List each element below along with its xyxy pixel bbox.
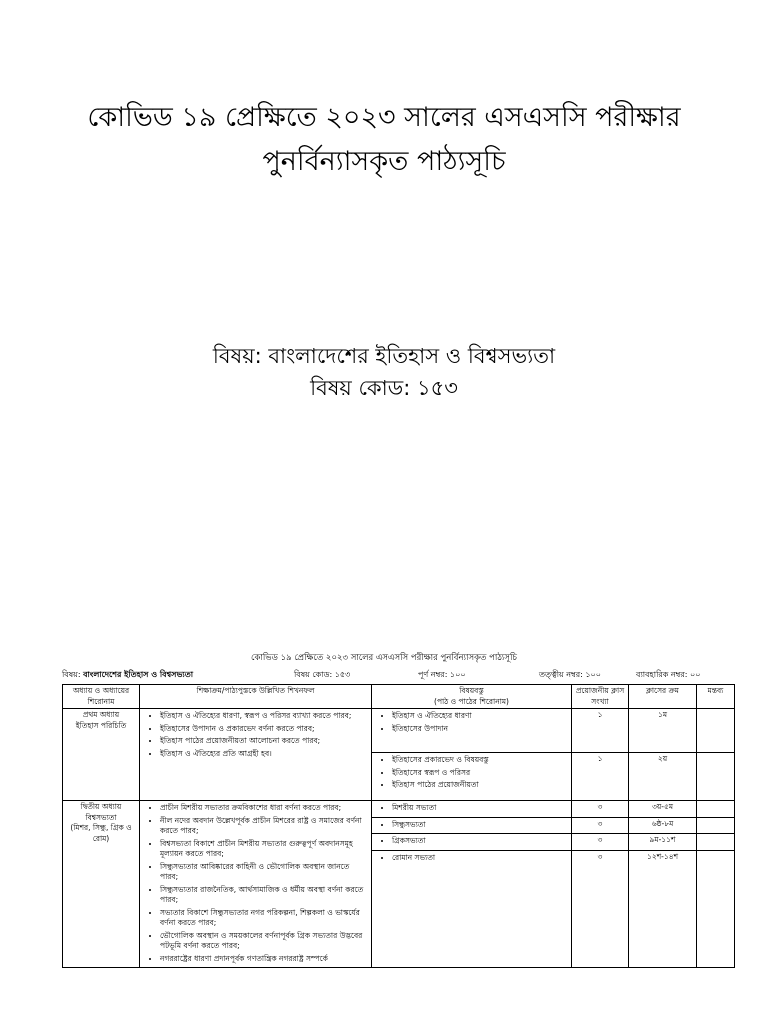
col-content-title: বিষয়বস্তু — [459, 686, 484, 695]
content-item: • ইতিহাস ও ঐতিহ্যের ধারণা — [392, 711, 569, 722]
content-cell — [372, 801, 572, 818]
chapter-title: বিশ্বসভ্যতা — [85, 812, 117, 822]
content-cell — [372, 834, 572, 851]
content-item: • রোমান সভ্যতা — [392, 853, 569, 864]
outcomes-cell — [140, 709, 372, 801]
order-cell: ৬ষ্ঠ-৮ম — [629, 817, 697, 834]
table-row — [63, 801, 735, 818]
outcome-item: • বিশ্বসভ্যতা বিকাশে প্রাচীন মিশরীয় সভ্যতার গুরুত্বপূর্ণ অবদানসমূহ মূল্যায়ন করতে পারব; — [160, 839, 369, 860]
title-line-2: পুনর্বিন্যাসকৃত পাঠ্যসূচি — [262, 146, 506, 177]
syllabus-meta — [62, 669, 734, 683]
outcome-item: • সিন্ধুসভ্যতার রাজনৈতিক, আর্থসামাজিক ও ধর্মীয় অবস্থা বর্ণনা করতে পারব; — [160, 885, 369, 906]
remarks-cell — [697, 709, 735, 753]
table-header-row — [63, 685, 735, 709]
remarks-cell — [697, 801, 735, 818]
content-item: • গ্রিকসভ্যতা — [392, 836, 569, 847]
table-row — [63, 709, 735, 753]
outcome-item: • ভৌগোলিক অবস্থান ও সময়কালের বর্ণনাপূর্বক গ্রিক সভ্যতার উদ্ভবের পটভূমি বর্ণনা করতে পারব; — [160, 931, 369, 952]
outcome-item: • সভ্যতার বিকাশে সিন্ধুসভ্যতার নগর পরিকল্পনা, শিল্পকলা ও ভাস্কর্যের বর্ণনা করতে পারব; — [160, 908, 369, 929]
content-cell — [372, 817, 572, 834]
meta-subject — [62, 669, 193, 682]
content-cell — [372, 850, 572, 968]
col-outcomes: শিক্ষাক্রম/পাঠ্যপুস্তকে উল্লিখিত শিখনফল — [140, 685, 372, 709]
outcome-item: • ইতিহাস ও ঐতিহ্যের ধারণা, স্বরূপ ও পরিসর ব্যাখ্যা করতে পারব; — [160, 711, 369, 722]
remarks-cell — [697, 753, 735, 801]
col-content-subtitle: (পাঠ ও পাঠের শিরোনাম) — [434, 696, 509, 706]
order-cell: ৯ম-১১শ — [629, 834, 697, 851]
col-content — [372, 685, 572, 709]
outcome-item: • ইতিহাস পাঠের প্রয়োজনীয়তা আলোচনা করতে পারব; — [160, 736, 369, 747]
outcome-item: • নীল নদের অবদান উল্লেখপূর্বক প্রাচীন মিশরের রাষ্ট্র ও সমাজের বর্ণনা করতে পারব; — [160, 816, 369, 837]
outcome-item: • ইতিহাস ও ঐতিহ্যের প্রতি আগ্রহী হব। — [160, 749, 369, 760]
chapter-title: ইতিহাস পরিচিতি — [75, 720, 127, 730]
chapter-number: প্রথম অধ্যায় — [82, 710, 120, 719]
meta-practical-marks: ব্যাবহারিক নম্বর: ০০ — [636, 670, 701, 679]
chapter-cell — [63, 801, 140, 968]
meta-full-marks: পূর্ণ নম্বর: ১০০ — [418, 670, 466, 679]
classes-cell: ৩ — [572, 817, 629, 834]
classes-cell: ৩ — [572, 834, 629, 851]
chapter-number: দ্বিতীয় অধ্যায় — [80, 802, 122, 811]
classes-cell: ৩ — [572, 850, 629, 968]
content-item: • ইতিহাসের প্রকারভেদ ও বিষয়বস্তু — [392, 755, 569, 766]
outcome-item: • ইতিহাসের উপাদান ও প্রকারভেদ বর্ণনা করতে পারব; — [160, 724, 369, 735]
document-title — [0, 96, 768, 184]
remarks-cell — [697, 817, 735, 834]
outcome-item: • নগররাষ্ট্রের ধারণা প্রদানপূর্বক গণতান্ত্রিক নগররাষ্ট্র সম্পর্কে — [160, 954, 369, 965]
outcome-item: • সিন্ধুসভ্যতার আবিষ্কারের কাহিনী ও ভৌগোলিক অবস্থান জানতে পারব; — [160, 862, 369, 883]
content-item: • ইতিহাসের স্বরূপ ও পরিসর — [392, 768, 569, 779]
content-item: • সিন্ধুসভ্যতা — [392, 820, 569, 831]
meta-subject-label: বিষয়: — [62, 670, 81, 679]
remarks-cell — [697, 834, 735, 851]
classes-cell: ১ — [572, 709, 629, 753]
chapter-subtitle: (মিশর, সিন্ধু, গ্রিক ও রোম) — [70, 823, 132, 843]
meta-code: বিষয় কোড: ১৫৩ — [294, 670, 351, 679]
syllabus-table — [62, 684, 735, 968]
order-cell: ১ম — [629, 709, 697, 753]
chapter-cell — [63, 709, 140, 801]
title-line-1: কোভিড ১৯ প্রেক্ষিতে ২০২৩ সালের এসএসসি পরীক্ষার — [87, 102, 681, 133]
order-cell: ২য় — [629, 753, 697, 801]
content-item: • ইতিহাস পাঠের প্রয়োজনীয়তা — [392, 780, 569, 791]
order-cell: ৩য়-৫ম — [629, 801, 697, 818]
remarks-cell — [697, 850, 735, 968]
table-heading: কোভিড ১৯ প্রেক্ষিতে ২০২৩ সালের এসএসসি পরীক্ষার পুনর্বিন্যাসকৃত পাঠ্যসূচি — [251, 653, 517, 663]
classes-cell: ১ — [572, 753, 629, 801]
meta-subject-value: বাংলাদেশের ইতিহাস ও বিশ্বসভ্যতা — [83, 670, 194, 679]
classes-cell: ৩ — [572, 801, 629, 818]
col-remarks: মন্তব্য — [697, 685, 735, 709]
meta-theory-marks: তত্ত্বীয় নম্বর: ১০০ — [539, 670, 601, 679]
col-classes: প্রয়োজনীয় ক্লাস সংখ্যা — [572, 685, 629, 709]
subject-name: বিষয়: বাংলাদেশের ইতিহাস ও বিশ্বসভ্যতা — [212, 344, 556, 368]
content-item: • মিশরীয় সভ্যতা — [392, 803, 569, 814]
content-item: • ইতিহাসের উপাদান — [392, 724, 569, 735]
outcome-item: • প্রাচীন মিশরীয় সভ্যতার ক্রমবিকাশের ধারা বর্ণনা করতে পারব; — [160, 803, 369, 814]
outcomes-cell — [140, 801, 372, 968]
content-cell — [372, 753, 572, 801]
content-cell — [372, 709, 572, 753]
col-chapter: অধ্যায় ও অধ্যায়ের শিরোনাম — [63, 685, 140, 709]
subject-block — [0, 340, 768, 404]
subject-code: বিষয় কোড: ১৫৩ — [310, 376, 458, 400]
order-cell: ১২শ-১৪শ — [629, 850, 697, 968]
col-order: ক্লাসের ক্রম — [629, 685, 697, 709]
